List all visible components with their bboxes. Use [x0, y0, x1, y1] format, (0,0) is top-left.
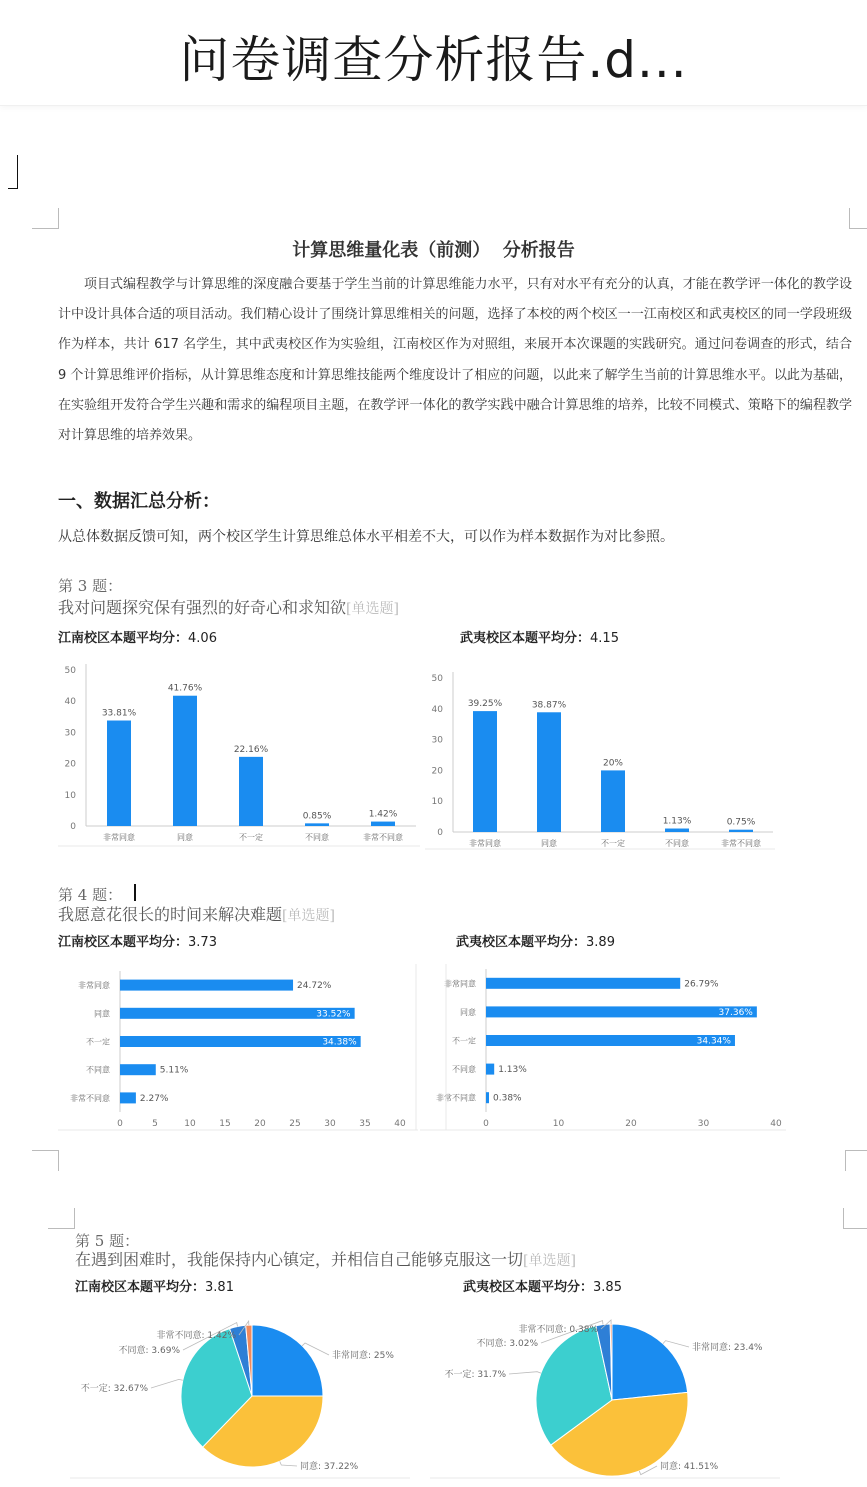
data-label: 0.38% — [493, 1093, 522, 1104]
y-tick-label: 40 — [64, 697, 76, 708]
question-text — [58, 595, 399, 618]
page-corner-mark — [849, 208, 867, 229]
data-label: 5.11% — [159, 1065, 189, 1076]
data-label: 20% — [602, 758, 624, 769]
x-tick-label: 非常同意 — [469, 839, 501, 848]
bar — [486, 1064, 494, 1075]
slice-label: 非常不同意: 0.38% — [518, 1325, 598, 1335]
bar — [537, 712, 561, 832]
wuyi-average — [463, 1276, 622, 1295]
bar — [173, 696, 197, 826]
question-text-body: 在遇到困难时，我能保持内心镇定，并相信自己能够克服这一切 — [75, 1250, 524, 1269]
bar — [601, 770, 625, 832]
slice-label: 不同意: 3.69% — [118, 1346, 180, 1356]
bar — [486, 978, 680, 989]
y-tick-label: 30 — [431, 735, 443, 746]
avg-value: 3.73 — [188, 935, 217, 950]
y-tick-label: 0 — [437, 828, 443, 838]
bar — [305, 823, 329, 826]
q5-wuyi-pie-chart — [430, 1316, 780, 1480]
avg-value: 4.15 — [590, 631, 619, 646]
y-tick-label: 20 — [64, 759, 76, 770]
bar — [486, 1092, 489, 1103]
x-tick-label: 不一定 — [601, 839, 625, 848]
slice-label: 不一定: 31.7% — [444, 1370, 506, 1380]
bar — [120, 1092, 136, 1103]
text-caret — [134, 884, 136, 901]
bar — [473, 711, 497, 832]
x-tick-label: 不一定 — [239, 833, 263, 842]
avg-label: 江南校区本题平均分： — [58, 631, 189, 646]
page-corner-mark — [32, 208, 59, 229]
x-tick-label: 20 — [254, 1119, 266, 1129]
x-tick-label: 非常不同意 — [363, 833, 403, 842]
x-tick-label: 10 — [184, 1119, 196, 1129]
y-tick-label: 不同意 — [86, 1065, 110, 1075]
page-corner-mark — [845, 1150, 867, 1171]
data-label: 1.42% — [368, 809, 398, 820]
avg-label: 武夷校区本题平均分： — [456, 935, 587, 950]
intro-paragraph: 项目式编程教学与计算思维的深度融合要基于学生当前的计算思维能力水平，只有对水平有充分的认真，才能在教学评一体化的教学设计中设计具体合适的项目活动。我们精心设计了围绕计算思维相关的问题，选择了本校的两个校区一一江南校区和武夷校区的同一学段班级作为样本，共计 617 名学生，其中武夷校区作为实验组，江南校区作为对照组，来展开本次课题的实践研究。通过问卷调查的形式，结合 9 个计算思维评价指标，从计算思维态度和计算思维技能两个维度设计了相应的问题，以此来了解学生当前的计算思维水平。以此为基础，在实验组开发符合学生兴趣和需求的编程项目主题，在教学评一体化的教学实践中融合计算思维的培养，比较不同模式、策略下的编程教学对计算思维的培养效果。 — [58, 277, 852, 444]
x-tick-label: 非常不同意 — [721, 839, 761, 848]
avg-label: 武夷校区本题平均分： — [460, 631, 591, 646]
page-corner-mark — [843, 1208, 867, 1229]
data-label: 22.16% — [233, 744, 269, 755]
x-tick-label: 不同意 — [665, 839, 689, 848]
slice-label: 非常同意: 25% — [332, 1351, 394, 1361]
x-tick-label: 35 — [359, 1119, 371, 1129]
x-tick-label: 同意 — [177, 833, 193, 842]
y-tick-label: 40 — [431, 704, 443, 715]
data-label: 1.13% — [498, 1065, 527, 1076]
data-label: 1.13% — [662, 816, 692, 827]
avg-label: 武夷校区本题平均分： — [463, 1280, 594, 1295]
q3-jiangnan-bar-chart — [58, 658, 420, 850]
y-tick-label: 0 — [70, 822, 76, 832]
wuyi-average — [460, 627, 619, 646]
y-tick-label: 50 — [431, 674, 443, 684]
y-tick-label: 10 — [64, 790, 76, 801]
x-tick-label: 0 — [117, 1119, 123, 1129]
avg-value: 3.81 — [205, 1280, 234, 1295]
question-type: [单选题] — [523, 1253, 576, 1269]
text-cursor-mark — [8, 155, 18, 189]
question-text-body: 我对问题探究保有强烈的好奇心和求知欲 — [58, 598, 347, 617]
avg-value: 3.85 — [593, 1280, 622, 1295]
slice-label: 不一定: 32.67% — [80, 1384, 148, 1394]
bar — [729, 830, 753, 832]
jiangnan-average — [58, 627, 217, 646]
question-number: 第 5 题： — [75, 1232, 140, 1250]
pie-slice — [252, 1325, 323, 1396]
data-label: 37.36% — [718, 1007, 753, 1018]
x-tick-label: 非常同意 — [103, 833, 135, 842]
x-tick-label: 不同意 — [305, 833, 329, 842]
pie-slice — [612, 1324, 688, 1400]
leader-line — [151, 1379, 183, 1388]
bar — [120, 980, 293, 991]
data-label: 41.76% — [167, 683, 203, 694]
page-corner-mark — [48, 1208, 75, 1229]
data-label: 0.75% — [726, 817, 756, 828]
x-tick-label: 30 — [697, 1119, 710, 1129]
leader-line — [280, 1461, 297, 1466]
slice-label: 不同意: 3.02% — [476, 1339, 538, 1349]
y-tick-label: 30 — [64, 728, 76, 739]
q4-wuyi-hbar-chart — [420, 964, 786, 1132]
page-corner-mark — [32, 1150, 59, 1171]
bar — [120, 1064, 156, 1075]
y-tick-label: 非常同意 — [78, 981, 110, 991]
x-tick-label: 40 — [770, 1119, 782, 1129]
question-text-body: 我愿意花很长的时间来解决难题 — [58, 905, 283, 924]
data-label: 33.52% — [316, 1009, 351, 1020]
avg-label: 江南校区本题平均分： — [75, 1280, 206, 1295]
y-tick-label: 非常不同意 — [70, 1093, 110, 1103]
slice-label: 同意: 41.51% — [660, 1462, 719, 1472]
x-tick-label: 40 — [394, 1119, 406, 1129]
x-tick-label: 5 — [152, 1119, 158, 1129]
leader-line — [663, 1341, 689, 1347]
document-title: 问卷调查分析报告.d... — [179, 31, 688, 89]
q4-jiangnan-hbar-chart — [58, 964, 418, 1132]
bar — [239, 757, 263, 826]
question-type: [单选题] — [346, 601, 399, 617]
data-label: 26.79% — [684, 979, 719, 990]
section-heading: 一、数据汇总分析： — [58, 491, 220, 512]
y-tick-label: 20 — [431, 766, 443, 777]
data-label: 0.85% — [302, 811, 332, 822]
y-tick-label: 非常同意 — [444, 979, 476, 989]
y-tick-label: 同意 — [94, 1009, 110, 1019]
y-tick-label: 不一定 — [86, 1037, 110, 1047]
y-tick-label: 10 — [431, 797, 443, 808]
question-number: 第 4 题： — [58, 886, 123, 904]
question-text — [75, 1247, 576, 1270]
x-tick-label: 20 — [625, 1119, 637, 1129]
question-number: 第 3 题： — [58, 577, 123, 595]
bar — [665, 829, 689, 832]
y-tick-label: 非常不同意 — [436, 1093, 476, 1103]
q5-jiangnan-pie-chart — [70, 1320, 410, 1480]
avg-value: 4.06 — [188, 631, 217, 646]
y-tick-label: 50 — [64, 666, 76, 676]
x-tick-label: 25 — [289, 1119, 301, 1129]
jiangnan-average — [58, 931, 217, 950]
leader-line — [509, 1372, 541, 1374]
data-label: 33.81% — [101, 708, 137, 719]
bar — [486, 1006, 757, 1017]
avg-value: 3.89 — [586, 935, 615, 950]
data-label: 34.34% — [696, 1036, 731, 1047]
data-label: 39.25% — [467, 699, 503, 710]
wuyi-average — [456, 931, 615, 950]
data-label: 2.27% — [139, 1093, 169, 1104]
report-title: 计算思维量化表（前测） 分析报告 — [292, 240, 575, 261]
x-tick-label: 30 — [324, 1119, 336, 1129]
y-tick-label: 同意 — [460, 1007, 476, 1017]
slice-label: 非常同意: 23.4% — [692, 1343, 763, 1353]
bar — [107, 721, 131, 826]
slice-label: 非常不同意: 1.42% — [156, 1331, 236, 1341]
x-tick-label: 0 — [483, 1119, 489, 1129]
data-label: 24.72% — [297, 981, 332, 992]
q3-wuyi-bar-chart — [425, 666, 775, 852]
data-label: 38.87% — [531, 700, 567, 711]
question-text — [58, 902, 335, 925]
slice-label: 同意: 37.22% — [300, 1462, 359, 1472]
x-tick-label: 同意 — [541, 839, 557, 848]
summary-text: 从总体数据反馈可知，两个校区学生计算思维总体水平相差不大，可以作为样本数据作为对比参照。 — [58, 529, 674, 545]
x-tick-label: 10 — [552, 1119, 565, 1129]
question-type: [单选题] — [282, 908, 335, 924]
avg-label: 江南校区本题平均分： — [58, 935, 189, 950]
y-tick-label: 不一定 — [452, 1036, 476, 1046]
bar — [371, 822, 395, 826]
jiangnan-average — [75, 1276, 234, 1295]
data-label: 34.38% — [322, 1037, 357, 1048]
x-tick-label: 15 — [219, 1119, 231, 1129]
y-tick-label: 不同意 — [452, 1065, 476, 1075]
